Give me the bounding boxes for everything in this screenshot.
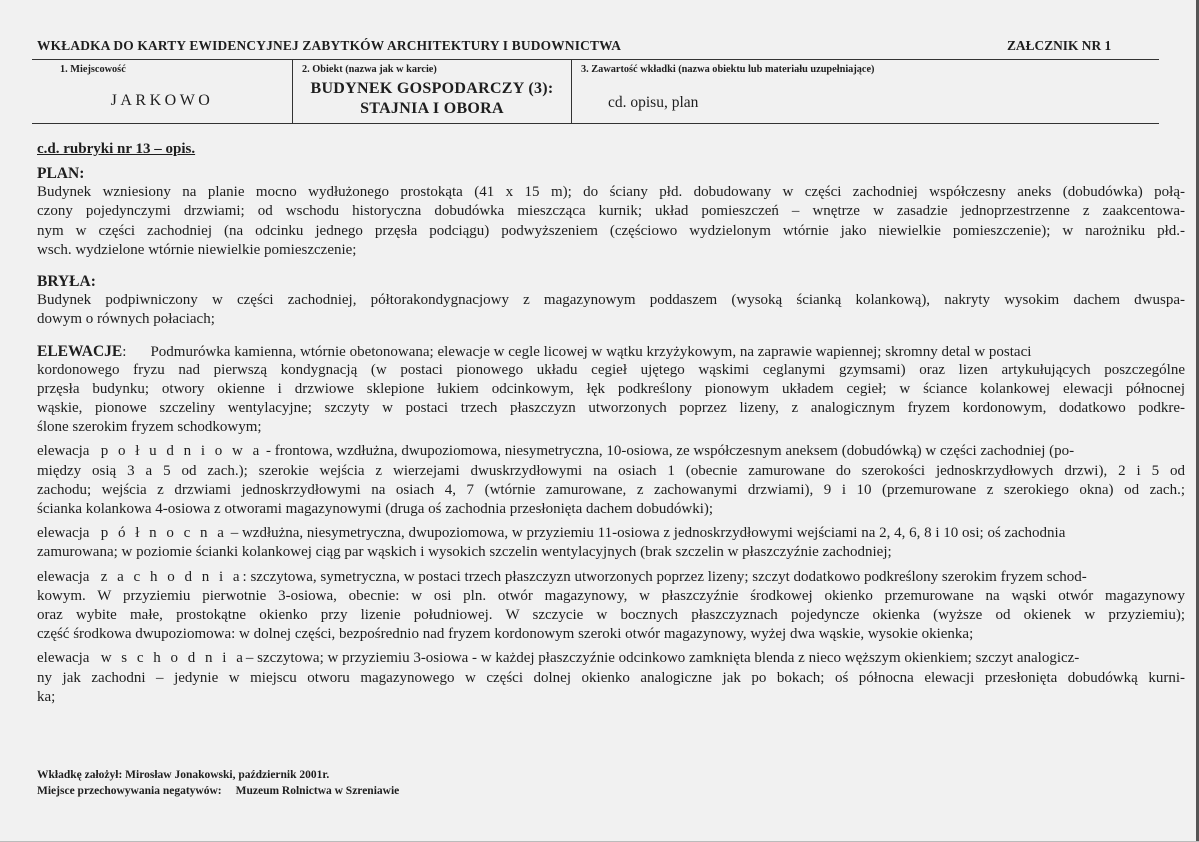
table-top-border xyxy=(32,59,1159,60)
text-line: część środkowa dwupoziomowa: w dolnej części, bezpośrednio nad fryzem kordonowym szeroki otwór magazynowy, wyżej dwa wąskie, wysokie okienka; xyxy=(37,626,974,643)
footer-storage xyxy=(37,784,399,800)
text-line: czony pojedynczymi drzwiami; od wschodu historyczna dobudówka mieszcząca kurnik; układ pomieszczeń – wnętrze w zasadzie jednoprzestrzenne z zaakcentowa- xyxy=(37,203,1185,220)
object-value-line: STAJNIA I OBORA xyxy=(360,100,504,117)
text-line: wsch. wydzielone wtórnie niewielkie pomieszczenie; xyxy=(37,241,357,258)
text-line: ka; xyxy=(37,688,56,705)
north-elevation-line xyxy=(37,524,1185,543)
bryla-title: BRYŁA: xyxy=(37,272,96,290)
text-line: ny jak zachodni – jedynie w miejscu otworu magazynowego w części dolnej okienko analogiczne jak po bokach; oś północna elewacji przesłonięta dobudówką kurni- xyxy=(37,669,1185,686)
text-segment: : szczytowa, symetryczna, w postaci trzech płaszczyzn utworzonych poprzez lizeny; szczyt dodatkowo podkreślony szerokim fryzem schod- xyxy=(242,568,1087,585)
text-segment: elewacja xyxy=(37,443,90,460)
south-elevation-line xyxy=(37,442,1185,461)
contents-label: 3. Zawartość wkładki (nazwa obiektu lub materiału uzupełniające) xyxy=(581,64,875,75)
text-line: dowym o równych połaciach; xyxy=(37,311,215,328)
text-line: oraz wybite małe, prostokątne okienko przy lizenie południowej. W szczycie w bocznych płaszczyznach pojedyncze okienka (wyższe od okienek w przyziemiu); xyxy=(37,606,1185,623)
document-title: WKŁADKA DO KARTY EWIDENCYJNEJ ZABYTKÓW ARCHITEKTURY I BUDOWNICTWA xyxy=(37,38,622,53)
text-line: kordonowego fryzu nad pierwszą kondygnacją (w postaci pionowego układu cegieł ujętego wąskimi ceglanymi gzymsami) oraz lizen artykułujących poszczególne xyxy=(37,361,1185,378)
text-segment: elewacja xyxy=(37,650,90,667)
locality-value: JARKOWO xyxy=(110,92,214,109)
text-line: wąskie, pionowe szczeliny wentylacyjne; szczyty w postaci trzech płaszczyzn utworzonych poprzez lizeny, z analogicznym fryzem kordonowym, dodatkowo podkre- xyxy=(37,400,1185,417)
table-bottom-border xyxy=(32,123,1159,124)
text-segment: elewacja xyxy=(37,525,90,542)
elewacje-title: ELEWACJE xyxy=(37,342,123,360)
footer-storage-value: Muzeum Rolnictwa w Szreniawie xyxy=(235,784,400,797)
text-segment: elewacja xyxy=(37,568,90,585)
footer-storage-label: Miejsce przechowywania negatywów: xyxy=(37,784,222,797)
section-heading: c.d. rubryki nr 13 – opis. xyxy=(37,141,196,157)
south-elevation-name: p o ł u d n i o w a xyxy=(100,443,263,460)
text-line: ścianka kolankowa 4-osiowa z otworami magazynowymi (druga oś zachodnia przesłonięta dachem dobudówki); xyxy=(37,501,714,517)
east-elevation-line xyxy=(37,649,1185,668)
object-value-line: BUDYNEK GOSPODARCZY (3): xyxy=(310,80,554,97)
plan-title: PLAN: xyxy=(37,165,85,182)
object-label: 2. Obiekt (nazwa jak w karcie) xyxy=(302,64,437,75)
text-segment: Podmurówka kamienna, wtórnie obetonowana; elewacje w cegle licowej w wątku krzyżykowym, na zaprawie wapiennej; skromny detal w postaci xyxy=(150,343,1032,360)
annex-label: ZAŁCZNIK NR 1 xyxy=(1007,38,1112,53)
locality-label: 1. Miejscowość xyxy=(60,64,126,75)
text-line: ślone szerokim fryzem schodkowym; xyxy=(37,419,262,436)
text-line: Budynek wzniesiony na planie mocno wydłużonego prostokąta (41 x 15 m); do ściany płd. dobudowany w części zachodniej współczesny aneks (dobudówka) połą- xyxy=(37,184,1185,201)
text-line: zachodu; wejścia z drzwiami jednoskrzydłowymi na osiach 4, 7 (wtórnie zamurowane, z zachowanymi drzwiami), 9 i 10 (przemurowane z szerokiego okna) od zach.; xyxy=(37,481,1185,498)
contents-value: cd. opisu, plan xyxy=(608,94,699,111)
table-divider xyxy=(571,60,572,123)
west-elevation-name: z a c h o d n i a xyxy=(100,568,243,585)
east-elevation-name: w s c h o d n i a xyxy=(100,650,246,667)
description-body xyxy=(37,164,1185,707)
north-elevation-name: p ó ł n o c n a xyxy=(100,525,227,542)
text-segment: – szczytowa; w przyziemiu 3-osiowa - w każdej płaszczyźnie odcinkowo zamknięta blenda z nieco węższym okienkiem; szczyt analogicz- xyxy=(245,650,1080,667)
text-line: Budynek podpiwniczony w części zachodniej, półtorakondygnacjowy z magazynowym poddaszem (wysoką ścianką kolankową), nakryty wysokim dachem dwuspa- xyxy=(37,292,1185,309)
west-elevation-line xyxy=(37,568,1185,587)
text-line: kowym. W przyziemiu pierwotnie 3-osiowa, obecnie: w osi pln. otwór magazynowy, w płaszczyźnie środkowej okienko przemurowane na wąski otwór magazynowy xyxy=(37,587,1185,604)
text-line: między osią 3 a 5 od zach.); szerokie wejścia z wierzejami dwuskrzydłowymi na osiach 1 (obecnie zamurowane do szerokości jednoskrzydłowych drzwi), 2 i 5 od xyxy=(37,462,1185,479)
object-value xyxy=(293,79,571,119)
footer-author: Wkładkę założył: Mirosław Jonakowski, październik 2001r. xyxy=(37,769,330,781)
footer xyxy=(37,768,399,799)
text-line: zamurowana; w poziomie ścianki kolankowej ciąg par wąskich i wysokich szczelin wentylacyjnych (brak szczelin w płaszczyźnie zachodniej; xyxy=(37,544,892,561)
elewacje-colon: : xyxy=(122,343,127,360)
elewacje-intro-line xyxy=(37,342,1185,361)
text-line: nym w części zachodniej (na odcinku jednego przęsła podciągu) podwyższeniem (częściowo wydzielonym wtórnie jako niewielkie pomieszczenie); w narożniku płd.- xyxy=(37,222,1185,239)
text-line: przęsła budynku; otwory okienne i drzwiowe sklepione łukiem odcinkowym, łęk podkreślony pionowym układem cegieł; w ściance kolankowej elewacji północnej xyxy=(37,380,1185,397)
text-segment: – wzdłużna, niesymetryczna, dwupoziomowa, w przyziemiu 11-osiowa z jednoskrzydłowymi wejściami na 2, 4, 6, 8 i 10 osi; oś zachodnia xyxy=(230,525,1066,542)
text-segment: - frontowa, wzdłużna, dwupoziomowa, niesymetryczna, 10-osiowa, ze współczesnym aneksem (dobudówką) w części zachodniej (po- xyxy=(266,443,1075,460)
